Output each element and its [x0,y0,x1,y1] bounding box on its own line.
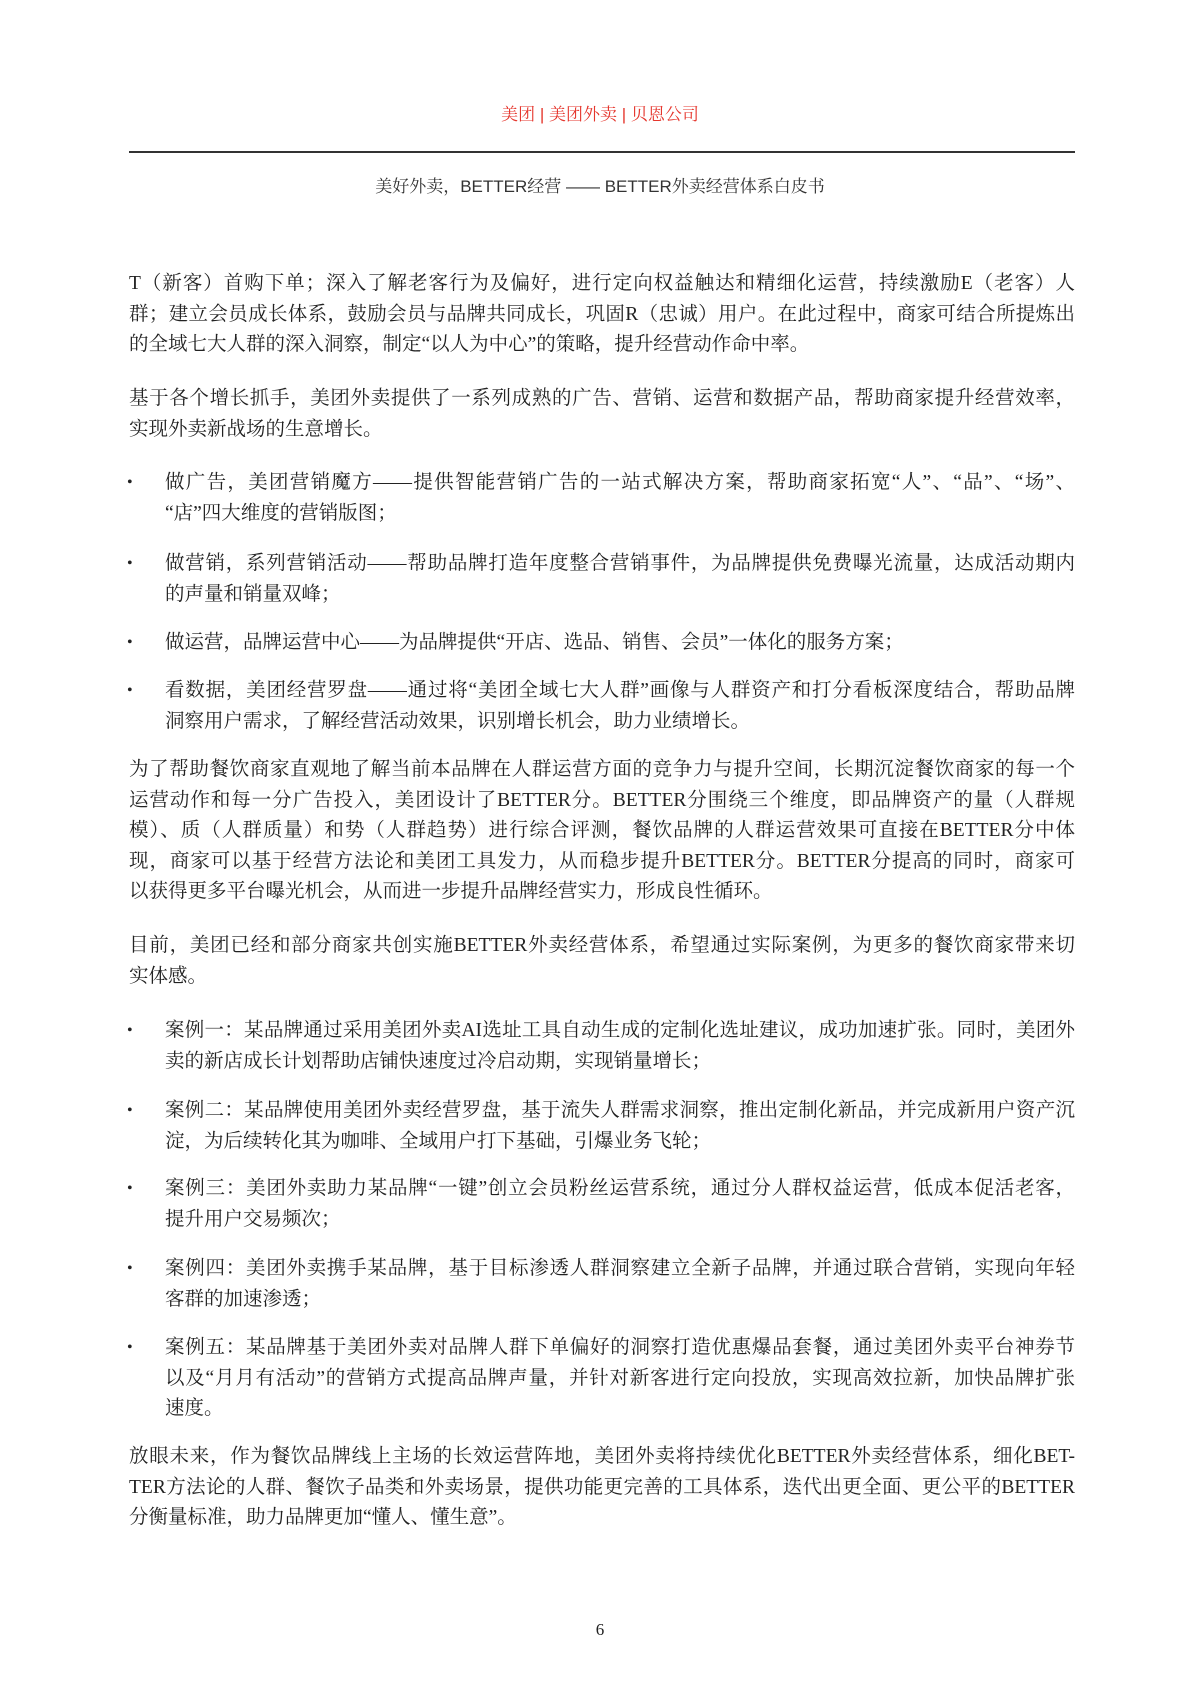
list-item [127,1174,1075,1235]
text-line: 目前，美团已经和部分商家共创实施BETTER外卖经营体系，希望通过实际案例，为更多的餐饮商家带来切 [129,935,1075,956]
list-item [127,1016,1075,1077]
text-line: 现，商家可以基于经营方法论和美团工具发力，从而稳步提升BETTER分。BETTER分提高的同时，商家可 [129,850,1075,872]
paragraph [129,755,1075,908]
list-item [127,1333,1075,1425]
text-line: 速度。 [165,1398,224,1419]
document-subtitle: 美好外卖，BETTER经营 —— BETTER外卖经营体系白皮书 [375,177,825,196]
list-item [127,468,1075,529]
text-line: 实现外卖新战场的生意增长。 [129,418,383,440]
text-line: 看数据，美团经营罗盘——通过将“美团全域七大人群”画像与人群资产和打分看板深度结合，帮助品牌 [165,680,1075,701]
bullet-icon: • [127,1102,133,1119]
text-line: 以及“月月有活动”的营销方式提高品牌声量，并针对新客进行定向投放，实现高效拉新，加快品牌扩张 [165,1367,1075,1389]
paragraph [129,1442,1075,1534]
bullet-icon: • [127,1339,133,1356]
text-line: 的声量和销量双峰； [165,583,341,605]
text-line: 案例三：美团外卖助力某品牌“一键”创立会员粉丝运营系统，通过分人群权益运营，低成本促活老客， [165,1178,1075,1199]
text-line: 模）、质（人群质量）和势（人群趋势）进行综合评测，餐饮品牌的人群运营效果可直接在BETTER分中体 [129,820,1075,841]
text-line: 做运营，品牌运营中心——为品牌提供“开店、选品、销售、会员”一体化的服务方案； [165,632,904,653]
text-line: “店”四大维度的营销版图； [165,502,397,524]
list-item [127,676,1075,737]
text-line: 基于各个增长抓手，美团外卖提供了一系列成熟的广告、营销、运营和数据产品，帮助商家提升经营效率， [129,388,1075,409]
list-item [127,628,1075,659]
text-line: 运营动作和每一分广告投入，美团设计了BETTER分。BETTER分围绕三个维度，即品牌资产的量（人群规 [129,789,1075,811]
text-line: 做广告，美团营销魔方——提供智能营销广告的一站式解决方案，帮助商家拓宽“人”、“品”、“场”、 [165,472,1075,493]
bullet-icon: • [127,1260,133,1277]
list-item [127,1254,1075,1315]
text-line: 洞察用户需求，了解经营活动效果，识别增长机会，助力业绩增长。 [165,710,751,732]
text-line: 淀，为后续转化其为咖啡、全域用户打下基础，引爆业务飞轮； [165,1130,712,1152]
paragraph [129,269,1075,361]
running-header-brands: 美团 | 美团外卖 | 贝恩公司 [501,105,699,124]
text-line: 案例五：某品牌基于美团外卖对品牌人群下单偏好的洞察打造优惠爆品套餐，通过美团外卖平台神券节 [165,1337,1075,1358]
text-line: 做营销，系列营销活动——帮助品牌打造年度整合营销事件，为品牌提供免费曝光流量，达成活动期内 [165,553,1075,574]
bullet-icon: • [127,1022,133,1039]
text-line: TER方法论的人群、餐饮子品类和外卖场景，提供功能更完善的工具体系，迭代出更全面、更公平的BETTER [129,1476,1075,1498]
text-line: 分衡量标准，助力品牌更加“懂人、懂生意”。 [129,1507,517,1528]
text-line: 客群的加速渗透； [165,1288,322,1310]
page-number: 6 [595,1620,605,1639]
bullet-icon: • [127,1180,133,1197]
list-item [127,549,1075,610]
text-line: 以获得更多平台曝光机会，从而进一步提升品牌经营实力，形成良性循环。 [129,881,773,902]
text-line: 群；建立会员成长体系，鼓励会员与品牌共同成长，巩固R（忠诚）用户。在此过程中，商家可结合所提炼出 [129,303,1075,325]
text-line: 卖的新店成长计划帮助店铺快速度过冷启动期，实现销量增长； [165,1050,712,1072]
bullet-icon: • [127,634,133,651]
text-line: 实体感。 [129,965,208,987]
text-line: 放眼未来，作为餐饮品牌线上主场的长效运营阵地，美团外卖将持续优化BETTER外卖经营体系，细化BET- [129,1446,1075,1467]
text-line: 为了帮助餐饮商家直观地了解当前本品牌在人群运营方面的竞争力与提升空间，长期沉淀餐饮商家的每一个 [129,759,1075,780]
list-item [127,1096,1075,1157]
text-line: 案例一：某品牌通过采用美团外卖AI选址工具自动生成的定制化选址建议，成功加速扩张。同时，美团外 [165,1020,1075,1041]
text-line: 案例二：某品牌使用美团外卖经营罗盘，基于流失人群需求洞察，推出定制化新品，并完成新用户资产沉 [165,1100,1075,1121]
header-divider [129,151,1075,153]
paragraph [129,931,1075,992]
bullet-icon: • [127,474,133,491]
text-line: 的全域七大人群的深入洞察，制定“以人为中心”的策略，提升经营动作命中率。 [129,334,810,355]
text-line: T（新客）首购下单；深入了解老客行为及偏好，进行定向权益触达和精细化运营，持续激励E（老客）人 [129,273,1075,294]
text-line: 提升用户交易频次； [165,1208,341,1230]
bullet-icon: • [127,555,133,572]
bullet-icon: • [127,682,133,699]
text-line: 案例四：美团外卖携手某品牌，基于目标渗透人群洞察建立全新子品牌，并通过联合营销，实现向年轻 [165,1258,1075,1279]
paragraph [129,384,1075,445]
